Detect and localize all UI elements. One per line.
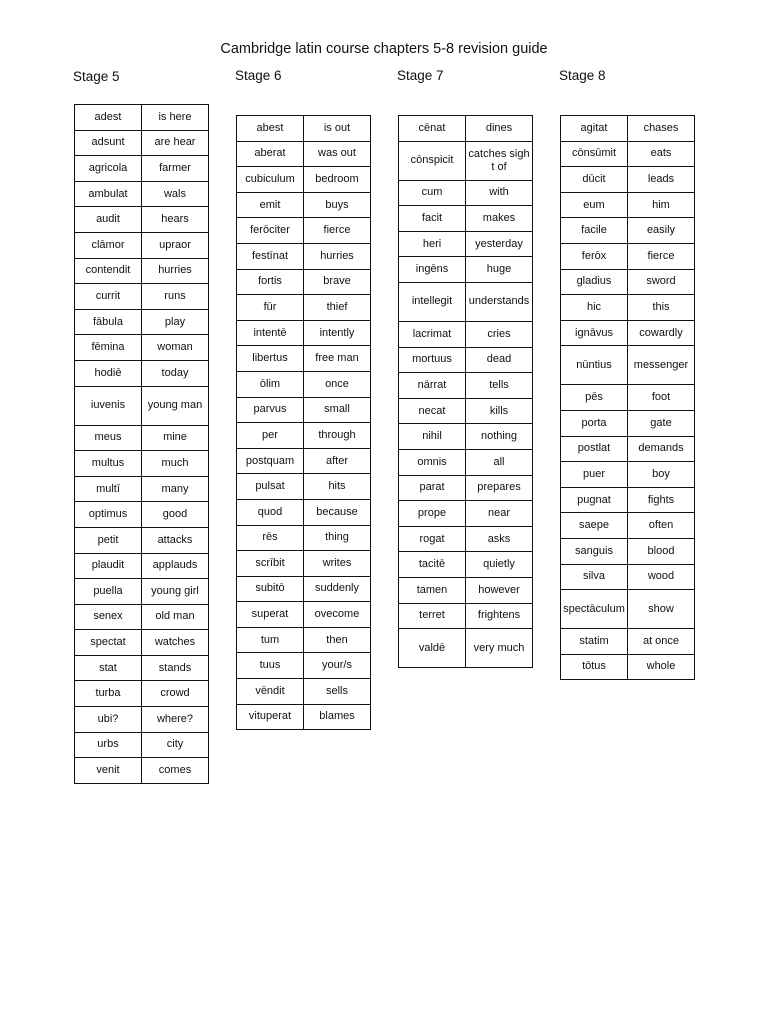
- english-meaning-cell: sword: [628, 269, 695, 295]
- vocab-row: [75, 386, 209, 425]
- latin-word-cell: aberat: [237, 141, 304, 167]
- latin-word-cell: cum: [399, 180, 466, 206]
- english-meaning-cell: many: [142, 476, 209, 502]
- english-meaning-cell: attacks: [142, 527, 209, 553]
- latin-word-cell: spectat: [75, 630, 142, 656]
- english-meaning-cell: with: [466, 180, 533, 206]
- latin-word-cell: lacrimat: [399, 321, 466, 347]
- vocab-row: [75, 284, 209, 310]
- latin-word-cell: heri: [399, 231, 466, 257]
- vocab-row: [561, 141, 695, 167]
- english-meaning-cell: where?: [142, 707, 209, 733]
- latin-word-cell: gladius: [561, 269, 628, 295]
- latin-word-cell: sanguis: [561, 538, 628, 564]
- vocab-row: [237, 397, 371, 423]
- vocab-row: [75, 130, 209, 156]
- vocab-row: [75, 553, 209, 579]
- english-meaning-cell: young man: [142, 386, 209, 425]
- latin-word-cell: rogat: [399, 526, 466, 552]
- vocab-row: [237, 243, 371, 269]
- vocab-row: [561, 116, 695, 142]
- latin-word-cell: omnis: [399, 449, 466, 475]
- vocab-row: [561, 564, 695, 590]
- english-meaning-cell: blames: [304, 704, 371, 730]
- latin-word-cell: vituperat: [237, 704, 304, 730]
- latin-word-cell: dūcit: [561, 167, 628, 193]
- english-meaning-cell: blood: [628, 538, 695, 564]
- vocab-row: [75, 655, 209, 681]
- english-meaning-cell: show: [628, 590, 695, 629]
- vocab-row: [399, 321, 533, 347]
- latin-word-cell: venit: [75, 758, 142, 784]
- english-meaning-cell: messenger: [628, 346, 695, 385]
- english-meaning-cell: city: [142, 732, 209, 758]
- english-meaning-cell: very much: [466, 629, 533, 668]
- latin-word-cell: emit: [237, 192, 304, 218]
- latin-word-cell: valdē: [399, 629, 466, 668]
- vocab-row: [75, 604, 209, 630]
- english-meaning-cell: is out: [304, 116, 371, 142]
- vocab-row: [399, 603, 533, 629]
- vocab-row: [561, 410, 695, 436]
- latin-word-cell: saepe: [561, 513, 628, 539]
- english-meaning-cell: boy: [628, 462, 695, 488]
- vocab-row: [237, 602, 371, 628]
- english-meaning-cell: demands: [628, 436, 695, 462]
- vocab-table: [74, 104, 209, 784]
- vocab-row: [75, 156, 209, 182]
- latin-word-cell: necat: [399, 398, 466, 424]
- latin-word-cell: adest: [75, 105, 142, 131]
- english-meaning-cell: mine: [142, 425, 209, 451]
- vocab-table: [560, 115, 695, 680]
- english-meaning-cell: because: [304, 499, 371, 525]
- vocab-row: [561, 462, 695, 488]
- english-meaning-cell: watches: [142, 630, 209, 656]
- english-meaning-cell: much: [142, 451, 209, 477]
- latin-word-cell: subitō: [237, 576, 304, 602]
- vocab-row: [561, 167, 695, 193]
- vocab-row: [399, 424, 533, 450]
- english-meaning-cell: writes: [304, 551, 371, 577]
- vocab-row: [237, 167, 371, 193]
- latin-word-cell: multus: [75, 451, 142, 477]
- vocab-row: [75, 681, 209, 707]
- english-meaning-cell: however: [466, 577, 533, 603]
- latin-word-cell: quod: [237, 499, 304, 525]
- latin-word-cell: ferōciter: [237, 218, 304, 244]
- vocab-row: [237, 269, 371, 295]
- english-meaning-cell: after: [304, 448, 371, 474]
- latin-word-cell: ignāvus: [561, 320, 628, 346]
- english-meaning-cell: bedroom: [304, 167, 371, 193]
- latin-word-cell: terret: [399, 603, 466, 629]
- latin-word-cell: facit: [399, 206, 466, 232]
- vocab-row: [237, 218, 371, 244]
- latin-word-cell: currit: [75, 284, 142, 310]
- vocab-row: [75, 451, 209, 477]
- vocab-row: [561, 346, 695, 385]
- latin-word-cell: clāmor: [75, 232, 142, 258]
- vocab-row: [399, 257, 533, 283]
- english-meaning-cell: catches sight of: [466, 141, 533, 180]
- english-meaning-cell: then: [304, 627, 371, 653]
- english-meaning-cell: crowd: [142, 681, 209, 707]
- latin-word-cell: optimus: [75, 502, 142, 528]
- latin-word-cell: nihil: [399, 424, 466, 450]
- vocab-row: [75, 360, 209, 386]
- vocab-row: [75, 502, 209, 528]
- english-meaning-cell: leads: [628, 167, 695, 193]
- vocab-row: [399, 141, 533, 180]
- english-meaning-cell: sells: [304, 679, 371, 705]
- english-meaning-cell: ovecome: [304, 602, 371, 628]
- english-meaning-cell: once: [304, 371, 371, 397]
- vocab-row: [561, 269, 695, 295]
- english-meaning-cell: understands: [466, 282, 533, 321]
- english-meaning-cell: cries: [466, 321, 533, 347]
- english-meaning-cell: foot: [628, 385, 695, 411]
- vocab-row: [399, 347, 533, 373]
- english-meaning-cell: thief: [304, 295, 371, 321]
- vocab-row: [399, 577, 533, 603]
- vocab-row: [75, 758, 209, 784]
- english-meaning-cell: intently: [304, 320, 371, 346]
- english-meaning-cell: brave: [304, 269, 371, 295]
- latin-word-cell: agitat: [561, 116, 628, 142]
- english-meaning-cell: is here: [142, 105, 209, 131]
- vocab-row: [75, 258, 209, 284]
- vocab-row: [237, 653, 371, 679]
- english-meaning-cell: upraor: [142, 232, 209, 258]
- latin-word-cell: prope: [399, 501, 466, 527]
- latin-word-cell: senex: [75, 604, 142, 630]
- latin-word-cell: spectāculum: [561, 590, 628, 629]
- latin-word-cell: per: [237, 423, 304, 449]
- english-meaning-cell: are hear: [142, 130, 209, 156]
- english-meaning-cell: near: [466, 501, 533, 527]
- english-meaning-cell: all: [466, 449, 533, 475]
- vocab-row: [237, 576, 371, 602]
- english-meaning-cell: easily: [628, 218, 695, 244]
- vocab-row: [561, 538, 695, 564]
- latin-word-cell: hic: [561, 295, 628, 321]
- latin-word-cell: meus: [75, 425, 142, 451]
- vocab-row: [399, 449, 533, 475]
- latin-word-cell: multī: [75, 476, 142, 502]
- latin-word-cell: hodiē: [75, 360, 142, 386]
- vocab-row: [399, 552, 533, 578]
- english-meaning-cell: comes: [142, 758, 209, 784]
- vocab-row: [561, 629, 695, 655]
- latin-word-cell: ōlim: [237, 371, 304, 397]
- english-meaning-cell: hurries: [142, 258, 209, 284]
- latin-word-cell: superat: [237, 602, 304, 628]
- english-meaning-cell: prepares: [466, 475, 533, 501]
- english-meaning-cell: suddenly: [304, 576, 371, 602]
- vocab-row: [75, 181, 209, 207]
- latin-word-cell: postlat: [561, 436, 628, 462]
- english-meaning-cell: whole: [628, 654, 695, 680]
- english-meaning-cell: applauds: [142, 553, 209, 579]
- latin-word-cell: facile: [561, 218, 628, 244]
- english-meaning-cell: buys: [304, 192, 371, 218]
- latin-word-cell: cōnspicit: [399, 141, 466, 180]
- english-meaning-cell: gate: [628, 410, 695, 436]
- english-meaning-cell: thing: [304, 525, 371, 551]
- latin-word-cell: tamen: [399, 577, 466, 603]
- vocab-row: [237, 679, 371, 705]
- latin-word-cell: pulsat: [237, 474, 304, 500]
- english-meaning-cell: today: [142, 360, 209, 386]
- latin-word-cell: tum: [237, 627, 304, 653]
- latin-word-cell: silva: [561, 564, 628, 590]
- vocab-row: [399, 116, 533, 142]
- latin-word-cell: adsunt: [75, 130, 142, 156]
- vocab-row: [561, 385, 695, 411]
- latin-word-cell: contendit: [75, 258, 142, 284]
- vocab-row: [399, 373, 533, 399]
- vocab-row: [561, 590, 695, 629]
- english-meaning-cell: frightens: [466, 603, 533, 629]
- english-meaning-cell: dines: [466, 116, 533, 142]
- latin-word-cell: libertus: [237, 346, 304, 372]
- vocab-row: [399, 206, 533, 232]
- vocab-row: [75, 232, 209, 258]
- vocab-row: [75, 335, 209, 361]
- english-meaning-cell: often: [628, 513, 695, 539]
- english-meaning-cell: small: [304, 397, 371, 423]
- latin-word-cell: statim: [561, 629, 628, 655]
- vocab-row: [561, 654, 695, 680]
- vocab-row: [399, 180, 533, 206]
- latin-word-cell: plaudit: [75, 553, 142, 579]
- english-meaning-cell: free man: [304, 346, 371, 372]
- english-meaning-cell: through: [304, 423, 371, 449]
- english-meaning-cell: old man: [142, 604, 209, 630]
- latin-word-cell: nūntius: [561, 346, 628, 385]
- latin-word-cell: ingēns: [399, 257, 466, 283]
- english-meaning-cell: him: [628, 192, 695, 218]
- english-meaning-cell: woman: [142, 335, 209, 361]
- vocab-row: [75, 527, 209, 553]
- latin-word-cell: rēs: [237, 525, 304, 551]
- english-meaning-cell: hurries: [304, 243, 371, 269]
- latin-word-cell: cēnat: [399, 116, 466, 142]
- english-meaning-cell: fights: [628, 487, 695, 513]
- vocab-row: [399, 526, 533, 552]
- english-meaning-cell: makes: [466, 206, 533, 232]
- latin-word-cell: puer: [561, 462, 628, 488]
- vocab-row: [75, 732, 209, 758]
- vocab-row: [237, 371, 371, 397]
- english-meaning-cell: cowardly: [628, 320, 695, 346]
- vocab-row: [399, 629, 533, 668]
- stage-label: Stage 6: [235, 68, 282, 83]
- latin-word-cell: festīnat: [237, 243, 304, 269]
- english-meaning-cell: at once: [628, 629, 695, 655]
- vocab-row: [75, 707, 209, 733]
- latin-word-cell: eum: [561, 192, 628, 218]
- vocab-row: [399, 282, 533, 321]
- english-meaning-cell: good: [142, 502, 209, 528]
- latin-word-cell: abest: [237, 116, 304, 142]
- latin-word-cell: ambulat: [75, 181, 142, 207]
- latin-word-cell: audit: [75, 207, 142, 233]
- vocab-row: [399, 501, 533, 527]
- vocab-row: [237, 499, 371, 525]
- latin-word-cell: ubi?: [75, 707, 142, 733]
- vocab-row: [75, 476, 209, 502]
- english-meaning-cell: fierce: [304, 218, 371, 244]
- english-meaning-cell: play: [142, 309, 209, 335]
- latin-word-cell: intentē: [237, 320, 304, 346]
- latin-word-cell: tacitē: [399, 552, 466, 578]
- vocab-row: [237, 192, 371, 218]
- vocab-row: [75, 309, 209, 335]
- latin-word-cell: nārrat: [399, 373, 466, 399]
- latin-word-cell: postquam: [237, 448, 304, 474]
- english-meaning-cell: stands: [142, 655, 209, 681]
- english-meaning-cell: eats: [628, 141, 695, 167]
- vocab-row: [237, 116, 371, 142]
- english-meaning-cell: this: [628, 295, 695, 321]
- latin-word-cell: petit: [75, 527, 142, 553]
- english-meaning-cell: quietly: [466, 552, 533, 578]
- english-meaning-cell: dead: [466, 347, 533, 373]
- latin-word-cell: parvus: [237, 397, 304, 423]
- vocab-row: [399, 398, 533, 424]
- vocab-row: [561, 192, 695, 218]
- english-meaning-cell: hits: [304, 474, 371, 500]
- english-meaning-cell: nothing: [466, 424, 533, 450]
- latin-word-cell: pēs: [561, 385, 628, 411]
- english-meaning-cell: huge: [466, 257, 533, 283]
- vocab-row: [237, 295, 371, 321]
- vocab-row: [237, 141, 371, 167]
- vocab-row: [75, 630, 209, 656]
- vocab-row: [561, 295, 695, 321]
- stage-label: Stage 8: [559, 68, 606, 83]
- latin-word-cell: stat: [75, 655, 142, 681]
- english-meaning-cell: wood: [628, 564, 695, 590]
- vocab-row: [237, 448, 371, 474]
- english-meaning-cell: was out: [304, 141, 371, 167]
- latin-word-cell: pugnat: [561, 487, 628, 513]
- latin-word-cell: intellegit: [399, 282, 466, 321]
- english-meaning-cell: asks: [466, 526, 533, 552]
- latin-word-cell: tuus: [237, 653, 304, 679]
- stage-label: Stage 5: [73, 69, 120, 84]
- english-meaning-cell: farmer: [142, 156, 209, 182]
- vocab-row: [399, 231, 533, 257]
- latin-word-cell: vēndit: [237, 679, 304, 705]
- latin-word-cell: urbs: [75, 732, 142, 758]
- vocab-row: [237, 474, 371, 500]
- latin-word-cell: porta: [561, 410, 628, 436]
- english-meaning-cell: chases: [628, 116, 695, 142]
- vocab-row: [75, 105, 209, 131]
- page-title: Cambridge latin course chapters 5-8 revision guide: [220, 41, 548, 57]
- vocab-row: [237, 320, 371, 346]
- english-meaning-cell: young girl: [142, 579, 209, 605]
- english-meaning-cell: your/s: [304, 653, 371, 679]
- english-meaning-cell: fierce: [628, 243, 695, 269]
- latin-word-cell: cōnsūmit: [561, 141, 628, 167]
- english-meaning-cell: hears: [142, 207, 209, 233]
- latin-word-cell: fortis: [237, 269, 304, 295]
- english-meaning-cell: tells: [466, 373, 533, 399]
- vocab-row: [237, 551, 371, 577]
- vocab-row: [561, 243, 695, 269]
- latin-word-cell: puella: [75, 579, 142, 605]
- vocab-row: [561, 320, 695, 346]
- english-meaning-cell: runs: [142, 284, 209, 310]
- vocab-row: [237, 525, 371, 551]
- vocab-table: [236, 115, 371, 730]
- latin-word-cell: tōtus: [561, 654, 628, 680]
- latin-word-cell: turba: [75, 681, 142, 707]
- stage-label: Stage 7: [397, 68, 444, 83]
- latin-word-cell: fābula: [75, 309, 142, 335]
- latin-word-cell: mortuus: [399, 347, 466, 373]
- vocab-row: [75, 207, 209, 233]
- vocab-row: [399, 475, 533, 501]
- latin-word-cell: scrībit: [237, 551, 304, 577]
- vocab-row: [561, 218, 695, 244]
- vocab-row: [237, 423, 371, 449]
- latin-word-cell: agricola: [75, 156, 142, 182]
- vocab-table: [398, 115, 533, 668]
- vocab-row: [237, 704, 371, 730]
- latin-word-cell: cubiculum: [237, 167, 304, 193]
- vocab-row: [561, 513, 695, 539]
- vocab-row: [561, 487, 695, 513]
- latin-word-cell: fēmina: [75, 335, 142, 361]
- english-meaning-cell: yesterday: [466, 231, 533, 257]
- vocab-row: [237, 346, 371, 372]
- vocab-row: [237, 627, 371, 653]
- vocab-row: [75, 425, 209, 451]
- latin-word-cell: parat: [399, 475, 466, 501]
- latin-word-cell: iuvenis: [75, 386, 142, 425]
- vocab-row: [75, 579, 209, 605]
- vocab-row: [561, 436, 695, 462]
- english-meaning-cell: kills: [466, 398, 533, 424]
- latin-word-cell: fūr: [237, 295, 304, 321]
- english-meaning-cell: wals: [142, 181, 209, 207]
- latin-word-cell: ferōx: [561, 243, 628, 269]
